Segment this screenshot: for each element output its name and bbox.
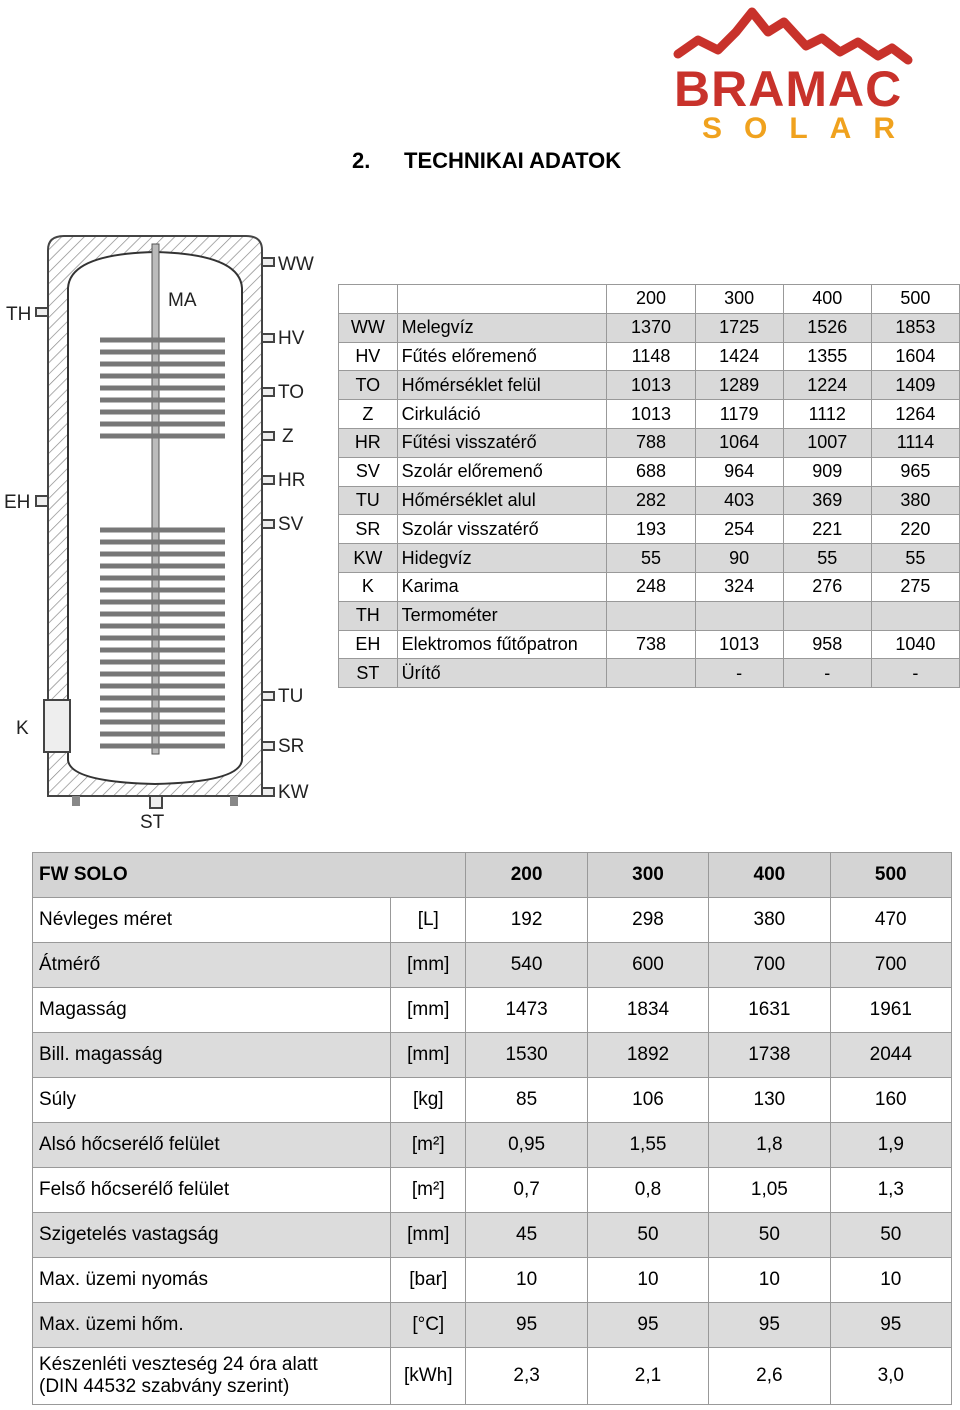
conn-header-size: 200 <box>607 285 695 314</box>
conn-value: 1424 <box>695 342 783 371</box>
fw-param-unit: [mm] <box>391 1033 466 1078</box>
fw-value: 160 <box>830 1078 951 1123</box>
conn-value: 965 <box>871 457 959 486</box>
label-ma: MA <box>168 290 197 311</box>
fw-value: 1892 <box>587 1033 708 1078</box>
label-st: ST <box>140 812 165 833</box>
fw-param-name: Magasság <box>33 988 391 1033</box>
conn-header-empty <box>339 285 398 314</box>
fw-param-unit: [kWh] <box>391 1348 466 1405</box>
conn-value: 220 <box>871 515 959 544</box>
fw-param-name: Max. üzemi hőm. <box>33 1303 391 1348</box>
fw-value: 50 <box>830 1213 951 1258</box>
fw-value: 1,3 <box>830 1168 951 1213</box>
conn-row <box>339 400 960 429</box>
label-z: Z <box>282 426 294 447</box>
conn-value: 1013 <box>695 630 783 659</box>
conn-name: Melegvíz <box>397 313 607 342</box>
fw-value: 540 <box>466 943 587 988</box>
conn-value: 90 <box>695 544 783 573</box>
conn-value: 248 <box>607 572 695 601</box>
fw-value: 2044 <box>830 1033 951 1078</box>
fw-row <box>33 1033 952 1078</box>
fw-value: 470 <box>830 898 951 943</box>
conn-value: 688 <box>607 457 695 486</box>
fw-value: 700 <box>830 943 951 988</box>
conn-value: 254 <box>695 515 783 544</box>
fw-value: 0,8 <box>587 1168 708 1213</box>
conn-value: 1007 <box>783 428 871 457</box>
label-ww: WW <box>278 254 314 275</box>
conn-header-size: 300 <box>695 285 783 314</box>
label-th: TH <box>6 304 32 325</box>
conn-code: HV <box>339 342 398 371</box>
fw-value: 95 <box>587 1303 708 1348</box>
conn-value: 1853 <box>871 313 959 342</box>
conn-value <box>695 601 783 630</box>
fw-param-name <box>33 1348 391 1405</box>
fw-header-size: 200 <box>466 853 587 898</box>
label-k: K <box>16 718 29 739</box>
conn-name: Ürítő <box>397 659 607 688</box>
conn-value: 1013 <box>607 371 695 400</box>
conn-row <box>339 486 960 515</box>
fw-value: 1530 <box>466 1033 587 1078</box>
conn-header-size: 500 <box>871 285 959 314</box>
conn-name: Termométer <box>397 601 607 630</box>
conn-row <box>339 630 960 659</box>
conn-value: 403 <box>695 486 783 515</box>
conn-row <box>339 659 960 688</box>
fw-row <box>33 1303 952 1348</box>
fw-param-name: Névleges méret <box>33 898 391 943</box>
fw-value: 10 <box>830 1258 951 1303</box>
conn-code: K <box>339 572 398 601</box>
fw-param-name-line2: (DIN 44532 szabvány szerint) <box>39 1376 290 1397</box>
tank-foot-right <box>230 796 238 806</box>
conn-row <box>339 601 960 630</box>
conn-value: - <box>783 659 871 688</box>
fw-row <box>33 1168 952 1213</box>
fw-value: 10 <box>709 1258 830 1303</box>
fw-param-name: Alsó hőcserélő felület <box>33 1123 391 1168</box>
conn-value: 1355 <box>783 342 871 371</box>
conn-row <box>339 457 960 486</box>
upper-heat-exchanger-coil <box>100 340 225 436</box>
conn-value: 1370 <box>607 313 695 342</box>
fw-header-size: 500 <box>830 853 951 898</box>
fw-value: 50 <box>587 1213 708 1258</box>
conn-value: 909 <box>783 457 871 486</box>
fw-value: 1,9 <box>830 1123 951 1168</box>
tank-foot-left <box>72 796 80 806</box>
conn-row <box>339 371 960 400</box>
conn-value: 788 <box>607 428 695 457</box>
fw-param-name-line1: Készenléti veszteség 24 óra alatt <box>39 1354 318 1375</box>
conn-value: 275 <box>871 572 959 601</box>
fw-row <box>33 943 952 988</box>
fw-solo-specs-table <box>32 852 952 1405</box>
conn-name: Szolár visszatérő <box>397 515 607 544</box>
fw-value: 298 <box>587 898 708 943</box>
fw-value: 95 <box>830 1303 951 1348</box>
fw-param-unit: [m²] <box>391 1168 466 1213</box>
fw-row <box>33 1123 952 1168</box>
fw-header-size: 300 <box>587 853 708 898</box>
logo-brand: BRAMAC <box>674 61 903 117</box>
fw-value: 1631 <box>709 988 830 1033</box>
logo-roof-line <box>678 12 908 60</box>
conn-value <box>783 601 871 630</box>
conn-value: 276 <box>783 572 871 601</box>
conn-code: Z <box>339 400 398 429</box>
section-number: 2. <box>352 148 371 173</box>
fw-value: 1834 <box>587 988 708 1033</box>
fw-param-unit: [mm] <box>391 1213 466 1258</box>
conn-value: - <box>695 659 783 688</box>
fw-value: 10 <box>466 1258 587 1303</box>
fw-value: 192 <box>466 898 587 943</box>
fw-header-row <box>33 853 952 898</box>
conn-code: SR <box>339 515 398 544</box>
conn-value: 380 <box>871 486 959 515</box>
fw-value: 1,55 <box>587 1123 708 1168</box>
fw-value: 0,7 <box>466 1168 587 1213</box>
fw-value: 95 <box>709 1303 830 1348</box>
conn-value: 1224 <box>783 371 871 400</box>
conn-value: 55 <box>783 544 871 573</box>
fw-row-standby-loss <box>33 1348 952 1405</box>
fw-value: 2,1 <box>587 1348 708 1405</box>
conn-value: 221 <box>783 515 871 544</box>
conn-value: 1148 <box>607 342 695 371</box>
fw-param-unit: [m²] <box>391 1123 466 1168</box>
conn-value: 1112 <box>783 400 871 429</box>
fw-row <box>33 1078 952 1123</box>
conn-value: 1013 <box>607 400 695 429</box>
fw-value: 95 <box>466 1303 587 1348</box>
fw-row <box>33 988 952 1033</box>
fw-param-name: Bill. magasság <box>33 1033 391 1078</box>
conn-name: Hőmérséklet felül <box>397 371 607 400</box>
conn-value: 1114 <box>871 428 959 457</box>
fw-param-unit: [°C] <box>391 1303 466 1348</box>
conn-value: 1289 <box>695 371 783 400</box>
conn-value: 1409 <box>871 371 959 400</box>
fw-value: 45 <box>466 1213 587 1258</box>
conn-code: TO <box>339 371 398 400</box>
label-hr: HR <box>278 470 306 491</box>
fw-value: 2,6 <box>709 1348 830 1405</box>
fw-title: FW SOLO <box>33 853 466 898</box>
conn-value: 282 <box>607 486 695 515</box>
label-kw: KW <box>278 782 309 803</box>
fw-value: 1,8 <box>709 1123 830 1168</box>
conn-code: TU <box>339 486 398 515</box>
conn-code: TH <box>339 601 398 630</box>
conn-code: KW <box>339 544 398 573</box>
fw-value: 106 <box>587 1078 708 1123</box>
tank-diagram <box>0 230 330 840</box>
conn-value: 958 <box>783 630 871 659</box>
conn-code: EH <box>339 630 398 659</box>
conn-name: Elektromos fűtőpatron <box>397 630 607 659</box>
conn-row <box>339 572 960 601</box>
conn-name: Hőmérséklet alul <box>397 486 607 515</box>
label-eh: EH <box>4 492 31 513</box>
conn-value: 369 <box>783 486 871 515</box>
label-to: TO <box>278 382 305 403</box>
conn-row <box>339 342 960 371</box>
fw-value: 1961 <box>830 988 951 1033</box>
conn-value: 964 <box>695 457 783 486</box>
label-hv: HV <box>278 328 305 349</box>
conn-value: - <box>871 659 959 688</box>
conn-value: 55 <box>871 544 959 573</box>
fw-value: 3,0 <box>830 1348 951 1405</box>
conn-row <box>339 313 960 342</box>
conn-name: Hidegvíz <box>397 544 607 573</box>
conn-code: SV <box>339 457 398 486</box>
fw-param-name: Átmérő <box>33 943 391 988</box>
conn-value: 1526 <box>783 313 871 342</box>
label-sv: SV <box>278 514 304 535</box>
fw-value: 1473 <box>466 988 587 1033</box>
conn-header-size: 400 <box>783 285 871 314</box>
fw-param-name: Felső hőcserélő felület <box>33 1168 391 1213</box>
magnesium-anode <box>152 244 159 754</box>
fw-param-unit: [L] <box>391 898 466 943</box>
fw-value: 380 <box>709 898 830 943</box>
bramac-solar-logo <box>672 2 956 142</box>
fw-value: 10 <box>587 1258 708 1303</box>
fw-value: 50 <box>709 1213 830 1258</box>
fw-value: 1738 <box>709 1033 830 1078</box>
conn-value: 324 <box>695 572 783 601</box>
connection-heights-table <box>338 284 960 688</box>
fw-param-name: Súly <box>33 1078 391 1123</box>
conn-name: Fűtés előremenő <box>397 342 607 371</box>
conn-row <box>339 515 960 544</box>
fw-row <box>33 1258 952 1303</box>
fw-value: 2,3 <box>466 1348 587 1405</box>
label-tu: TU <box>278 686 304 707</box>
fw-param-unit: [bar] <box>391 1258 466 1303</box>
conn-value: 1064 <box>695 428 783 457</box>
fw-param-name: Max. üzemi nyomás <box>33 1258 391 1303</box>
conn-value: 1725 <box>695 313 783 342</box>
fw-param-unit: [mm] <box>391 988 466 1033</box>
fw-value: 1,05 <box>709 1168 830 1213</box>
conn-row <box>339 544 960 573</box>
conn-value <box>607 659 695 688</box>
fw-param-unit: [mm] <box>391 943 466 988</box>
section-title: TECHNIKAI ADATOK <box>404 148 622 173</box>
conn-row <box>339 428 960 457</box>
fw-header-size: 400 <box>709 853 830 898</box>
label-sr: SR <box>278 736 305 757</box>
fw-row <box>33 1213 952 1258</box>
conn-value: 1264 <box>871 400 959 429</box>
fw-row <box>33 898 952 943</box>
conn-code: ST <box>339 659 398 688</box>
conn-header-empty <box>397 285 607 314</box>
conn-code: HR <box>339 428 398 457</box>
conn-value: 193 <box>607 515 695 544</box>
conn-value: 738 <box>607 630 695 659</box>
fw-value: 0,95 <box>466 1123 587 1168</box>
fw-value: 700 <box>709 943 830 988</box>
fw-value: 85 <box>466 1078 587 1123</box>
fw-param-unit: [kg] <box>391 1078 466 1123</box>
conn-code: WW <box>339 313 398 342</box>
conn-name: Cirkuláció <box>397 400 607 429</box>
logo-sub: SOLAR <box>702 112 917 142</box>
conn-header-row <box>339 285 960 314</box>
conn-value: 1179 <box>695 400 783 429</box>
conn-value: 55 <box>607 544 695 573</box>
conn-name: Karima <box>397 572 607 601</box>
fw-value: 130 <box>709 1078 830 1123</box>
conn-value: 1040 <box>871 630 959 659</box>
conn-name: Fűtési visszatérő <box>397 428 607 457</box>
conn-value <box>871 601 959 630</box>
section-heading <box>352 148 621 174</box>
fw-param-name: Szigetelés vastagság <box>33 1213 391 1258</box>
fw-value: 600 <box>587 943 708 988</box>
conn-name: Szolár előremenő <box>397 457 607 486</box>
conn-value: 1604 <box>871 342 959 371</box>
conn-value <box>607 601 695 630</box>
